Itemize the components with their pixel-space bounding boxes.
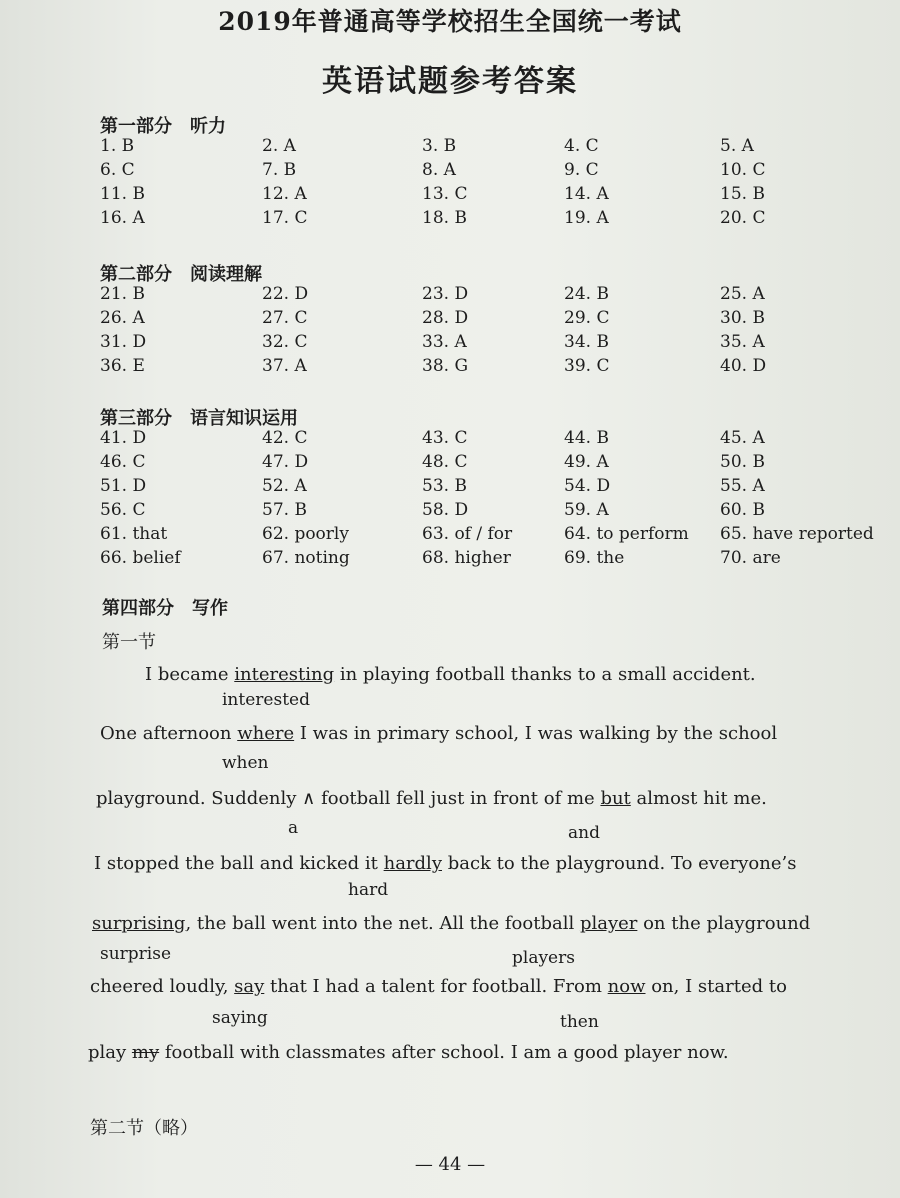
essay-line-5: surprising, the ball went into the net. All the football player on the playground — [92, 913, 811, 934]
answer-cell: 34. B — [564, 332, 609, 352]
answer-cell: 62. poorly — [262, 524, 349, 544]
essay-line-6: cheered loudly, say that I had a talent for football. From now on, I started to — [90, 976, 787, 997]
answer-row — [100, 548, 860, 572]
error-word: surprising — [92, 913, 186, 934]
answer-cell: 70. are — [720, 548, 781, 568]
correction-word: players — [512, 948, 575, 968]
correction-word: hard — [348, 880, 389, 900]
answer-cell: 43. C — [422, 428, 468, 448]
answer-cell: 58. D — [422, 500, 469, 520]
answer-row — [100, 208, 860, 232]
correction-word: and — [568, 823, 600, 843]
answer-cell: 49. A — [564, 452, 609, 472]
error-word: where — [237, 723, 295, 744]
answer-cell: 21. B — [100, 284, 145, 304]
error-word: player — [579, 913, 638, 934]
correction-word: a — [288, 818, 299, 838]
section2-label: 第二节（略） — [90, 1118, 198, 1139]
correction-word: saying — [212, 1008, 268, 1028]
answer-cell: 27. C — [262, 308, 308, 328]
answer-cell: 19. A — [564, 208, 609, 228]
essay-line-2: One afternoon where I was in primary school, I was walking by the school — [100, 723, 778, 744]
answer-cell: 24. B — [564, 284, 609, 304]
answer-cell: 56. C — [100, 500, 146, 520]
answer-cell: 30. B — [720, 308, 765, 328]
answer-cell: 44. B — [564, 428, 609, 448]
correction-word: then — [560, 1012, 599, 1032]
answer-row — [100, 428, 860, 452]
answer-cell: 16. A — [100, 208, 145, 228]
answer-cell: 6. C — [100, 160, 135, 180]
answer-cell: 20. C — [720, 208, 766, 228]
part2-heading: 第二部分 阅读理解 — [100, 264, 262, 285]
answer-cell: 65. have reported — [720, 524, 874, 544]
answer-cell: 55. A — [720, 476, 765, 496]
page-number: — 44 — — [414, 1154, 486, 1175]
answer-cell: 8. A — [422, 160, 456, 180]
error-word: now — [607, 976, 646, 997]
answer-row — [100, 356, 860, 380]
essay-line-3: playground. Suddenly ∧ football fell just in front of me but almost hit me. — [96, 788, 767, 809]
answer-cell: 1. B — [100, 136, 135, 156]
answer-row — [100, 284, 860, 308]
error-word: say — [234, 976, 265, 997]
answer-cell: 50. B — [720, 452, 765, 472]
answer-cell: 47. D — [262, 452, 309, 472]
answer-cell: 10. C — [720, 160, 766, 180]
answer-cell: 66. belief — [100, 548, 181, 568]
answer-cell: 39. C — [564, 356, 610, 376]
answer-cell: 63. of / for — [422, 524, 513, 544]
answer-cell: 64. to perform — [564, 524, 689, 544]
answer-cell: 67. noting — [262, 548, 350, 568]
answer-cell: 41. D — [100, 428, 147, 448]
part1-heading: 第一部分 听力 — [100, 116, 226, 137]
answer-row — [100, 332, 860, 356]
answer-cell: 23. D — [422, 284, 469, 304]
answer-cell: 33. A — [422, 332, 467, 352]
exam-title: 2019年普通高等学校招生全国统一考试 — [218, 7, 682, 36]
answer-row — [100, 308, 860, 332]
answer-row — [100, 524, 874, 548]
error-word: interesting — [234, 664, 335, 685]
essay-line-7: play my football with classmates after school. I am a good player now. — [88, 1042, 729, 1063]
essay-line-1: I became interesting in playing football thanks to a small accident. — [145, 664, 756, 685]
answer-cell: 12. A — [262, 184, 307, 204]
answer-cell: 36. E — [100, 356, 145, 376]
part4-heading: 第四部分 写作 — [102, 598, 228, 619]
answer-cell: 61. that — [100, 524, 168, 544]
error-word: hardly — [383, 853, 442, 874]
answer-cell: 46. C — [100, 452, 146, 472]
essay-line-4: I stopped the ball and kicked it hardly back to the playground. To everyone’s — [94, 853, 797, 874]
answer-cell: 3. B — [422, 136, 457, 156]
answer-cell: 60. B — [720, 500, 765, 520]
part2-answers — [100, 284, 860, 380]
answer-cell: 22. D — [262, 284, 309, 304]
answer-key-title: 英语试题参考答案 — [322, 64, 578, 99]
answer-cell: 69. the — [564, 548, 625, 568]
part3-answers — [100, 428, 874, 572]
answer-cell: 25. A — [720, 284, 765, 304]
part1-answers — [100, 136, 860, 232]
correction-word: interested — [222, 690, 310, 710]
correction-word: when — [222, 753, 269, 773]
answer-row — [100, 452, 860, 476]
answer-cell: 42. C — [262, 428, 308, 448]
answer-cell: 13. C — [422, 184, 468, 204]
answer-cell: 59. A — [564, 500, 609, 520]
answer-cell: 26. A — [100, 308, 145, 328]
answer-cell: 18. B — [422, 208, 467, 228]
answer-cell: 11. B — [100, 184, 145, 204]
answer-row — [100, 184, 860, 208]
answer-cell: 7. B — [262, 160, 297, 180]
part3-heading: 第三部分 语言知识运用 — [100, 408, 298, 429]
answer-cell: 31. D — [100, 332, 147, 352]
answer-row — [100, 500, 860, 524]
answer-cell: 9. C — [564, 160, 599, 180]
answer-cell: 45. A — [720, 428, 765, 448]
answer-cell: 17. C — [262, 208, 308, 228]
answer-row — [100, 160, 860, 184]
answer-cell: 57. B — [262, 500, 307, 520]
answer-row — [100, 136, 860, 160]
answer-cell: 54. D — [564, 476, 611, 496]
answer-cell: 32. C — [262, 332, 308, 352]
answer-cell: 29. C — [564, 308, 610, 328]
answer-cell: 51. D — [100, 476, 147, 496]
insertion-mark: ∧ — [302, 788, 316, 809]
answer-cell: 48. C — [422, 452, 468, 472]
deleted-word: my — [131, 1042, 160, 1063]
answer-cell: 53. B — [422, 476, 467, 496]
answer-cell: 2. A — [262, 136, 296, 156]
answer-cell: 40. D — [720, 356, 767, 376]
answer-cell: 28. D — [422, 308, 469, 328]
answer-cell: 15. B — [720, 184, 765, 204]
answer-cell: 52. A — [262, 476, 307, 496]
error-word: but — [600, 788, 631, 809]
section1-label: 第一节 — [102, 632, 156, 653]
answer-row — [100, 476, 860, 500]
answer-cell: 35. A — [720, 332, 765, 352]
answer-cell: 5. A — [720, 136, 754, 156]
answer-cell: 38. G — [422, 356, 469, 376]
answer-cell: 14. A — [564, 184, 609, 204]
answer-cell: 68. higher — [422, 548, 511, 568]
answer-cell: 37. A — [262, 356, 307, 376]
correction-word: surprise — [100, 944, 172, 964]
answer-cell: 4. C — [564, 136, 599, 156]
